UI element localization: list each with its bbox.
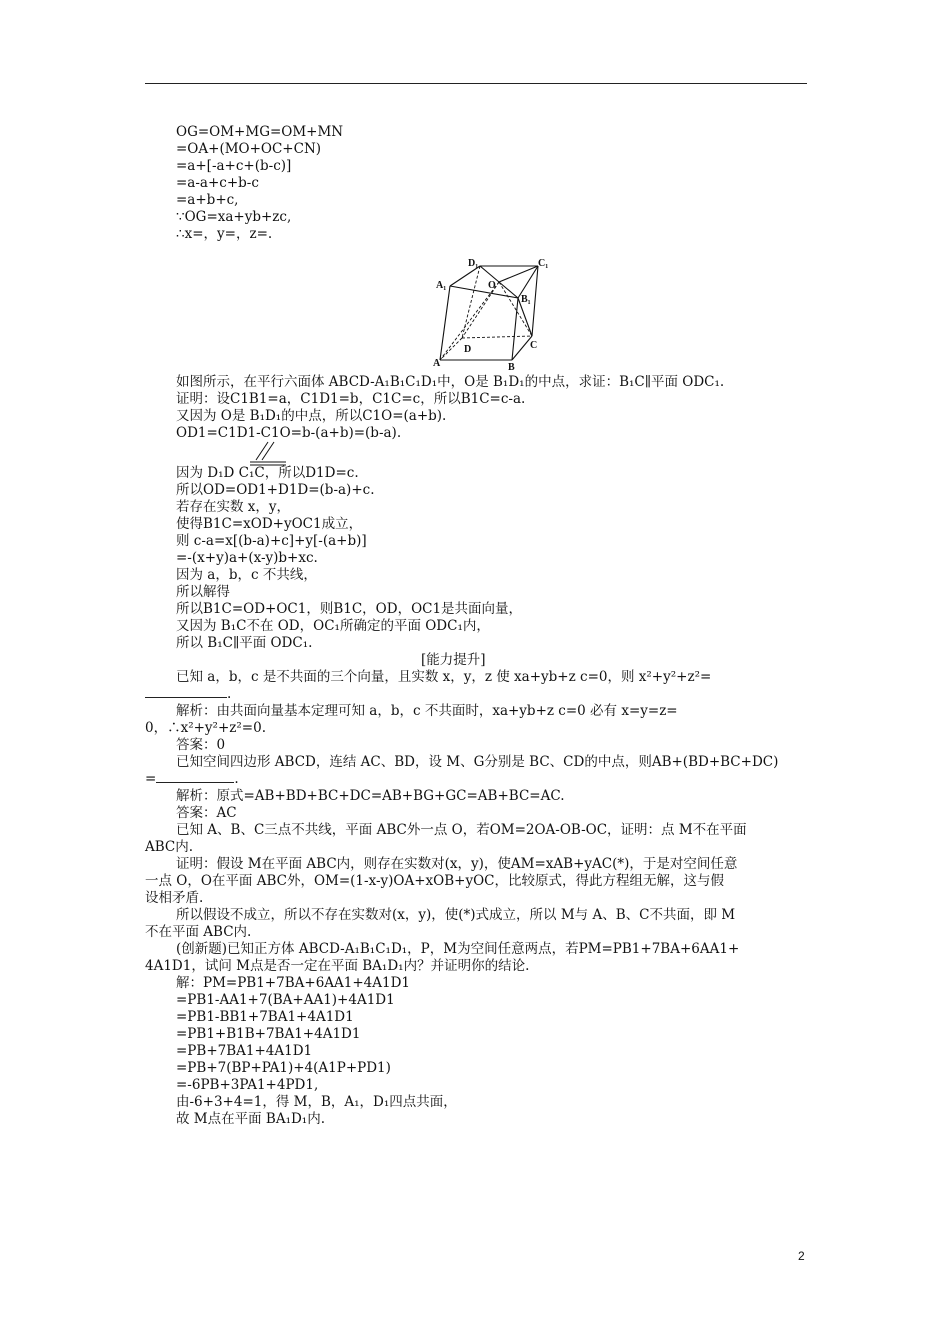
text-line: 解析：由共面向量基本定理可知 a，b，c 不共面时，xa+yb+z c=0 必有 x=y=z= [176, 703, 678, 719]
text-line: 所以假设不成立，所以不存在实数对(x，y)，使(*)式成立，所以 M与 A、B、C不共面，即 M [176, 907, 736, 923]
text-line: 已知空间四边形 ABCD，连结 AC、BD，设 M、G分别是 BC、CD的中点，则AB+(BD+BC+DC) [176, 754, 779, 770]
label-B: B [508, 362, 515, 370]
page-number: 2 [798, 1249, 805, 1263]
text-line: =PB+7(BP+PA1)+4(A1P+PD1) [176, 1060, 391, 1076]
label-O: O [488, 280, 496, 291]
text-line: =a-a+c+b-c [176, 175, 259, 191]
text-line: =PB1-AA1+7(BA+AA1)+4A1D1 [176, 992, 395, 1008]
parallel-equal-symbol [248, 440, 288, 468]
text-line: 证明：假设 M在平面 ABC内，则存在实数对(x，y)，使AM=xAB+yAC(*)，于是对空间任意 [176, 856, 738, 872]
text-line: =OA+(MO+OC+CN) [176, 141, 322, 157]
text-line: 已知 A、B、C三点不共线，平面 ABC外一点 O，若OM=2OA-OB-OC，证明：点 M不在平面 [176, 822, 747, 838]
text-line: =a+b+c, [176, 192, 239, 208]
text-line: ∵OG=xa+yb+zc, [176, 209, 292, 225]
text-line: =-(x+y)a+(x-y)b+xc. [176, 550, 318, 566]
text-line: 故 M点在平面 BA₁D₁内. [176, 1111, 326, 1127]
text-line: 所以B1C=OD+OC1，则B1C，OD，OC1是共面向量， [176, 601, 523, 617]
text-line: 4A1D1，试问 M点是否一定在平面 BA₁D₁内？并证明你的结论. [145, 958, 530, 974]
label-B1: B₁ [521, 294, 531, 305]
text-line: ∴x=，y=，z=. [176, 226, 273, 242]
text-line: =-6PB+3PA1+4PD1, [176, 1077, 319, 1093]
parallelepiped-figure [420, 252, 560, 370]
label-D: D [464, 344, 472, 355]
text-line: =PB1+B1B+7BA1+4A1D1 [176, 1026, 361, 1042]
text-line: 解析：原式=AB+BD+BC+DC=AB+BG+GC=AB+BC=AC. [176, 788, 565, 804]
header-rule [145, 83, 807, 84]
section-heading: [能力提升] [421, 652, 486, 668]
text-line: (创新题)已知正方体 ABCD-A₁B₁C₁D₁，P，M为空间任意两点，若PM=PB1+7BA+6AA1+ [176, 941, 740, 957]
text-line: 如图所示，在平行六面体 ABCD-A₁B₁C₁D₁中，O是 B₁D₁的中点，求证：B₁C∥平面 ODC₁. [176, 374, 725, 390]
text-line: 又因为 B₁C不在 OD，OC₁所确定的平面 ODC₁内， [176, 618, 490, 634]
label-C: C [530, 340, 538, 351]
label-A1: A₁ [436, 280, 447, 291]
text-line: 又因为 O是 B₁D₁的中点，所以C1O=(a+b). [176, 408, 447, 424]
text-line: 由-6+3+4=1，得 M，B，A₁，D₁四点共面， [176, 1094, 457, 1110]
text-line: 答案：0 [176, 737, 226, 753]
text-line: 解：PM=PB1+7BA+6AA1+4A1D1 [176, 975, 411, 991]
text-line: 不在平面 ABC内. [145, 924, 252, 940]
text-line: 设相矛盾. [145, 890, 204, 906]
text-line: OD1=C1D1-C1O=b-(a+b)=(b-a). [176, 425, 402, 441]
text-line: 一点 O，O在平面 ABC外，OM=(1-x-y)OA+xOB+yOC，比较原式，得此方程组无解，这与假 [145, 873, 724, 889]
text-line: 所以 B₁C∥平面 ODC₁. [176, 635, 313, 651]
text-line: =PB+7BA1+4A1D1 [176, 1043, 313, 1059]
text-line: 因为 a，b，c 不共线， [176, 567, 317, 583]
text-line: OG=OM+MG=OM+MN [176, 124, 344, 140]
answer-blank-line: = . [145, 771, 239, 787]
text-line: ABC内. [145, 839, 194, 855]
text-line: 所以解得 [176, 584, 230, 600]
text-line: 因为 D₁D C₁C，所以D1D=c. [176, 465, 359, 481]
label-C1: C₁ [538, 258, 549, 269]
text-line: 则 c-a=x[(b-a)+c]+y[-(a+b)] [176, 533, 367, 549]
label-D1: D₁ [468, 258, 479, 269]
text-line: 已知 a，b，c 是不共面的三个向量，且实数 x，y，z 使 xa+yb+z c=0，则 x²+y²+z²= [176, 669, 712, 685]
text-line: 0，∴x²+y²+z²=0. [145, 720, 266, 736]
label-A: A [433, 358, 441, 369]
text-line: 若存在实数 x，y， [176, 499, 291, 515]
answer-blank-line: . [145, 686, 231, 702]
text-line: =PB1-BB1+7BA1+4A1D1 [176, 1009, 354, 1025]
text-line: 证明：设C1B1=a，C1D1=b，C1C=c，所以B1C=c-a. [176, 391, 526, 407]
text-line: 所以OD=OD1+D1D=(b-a)+c. [176, 482, 375, 498]
text-line: =a+[-a+c+(b-c)] [176, 158, 292, 174]
text-line: 答案：AC [176, 805, 237, 821]
text-line: 使得B1C=xOD+yOC1成立， [176, 516, 363, 532]
